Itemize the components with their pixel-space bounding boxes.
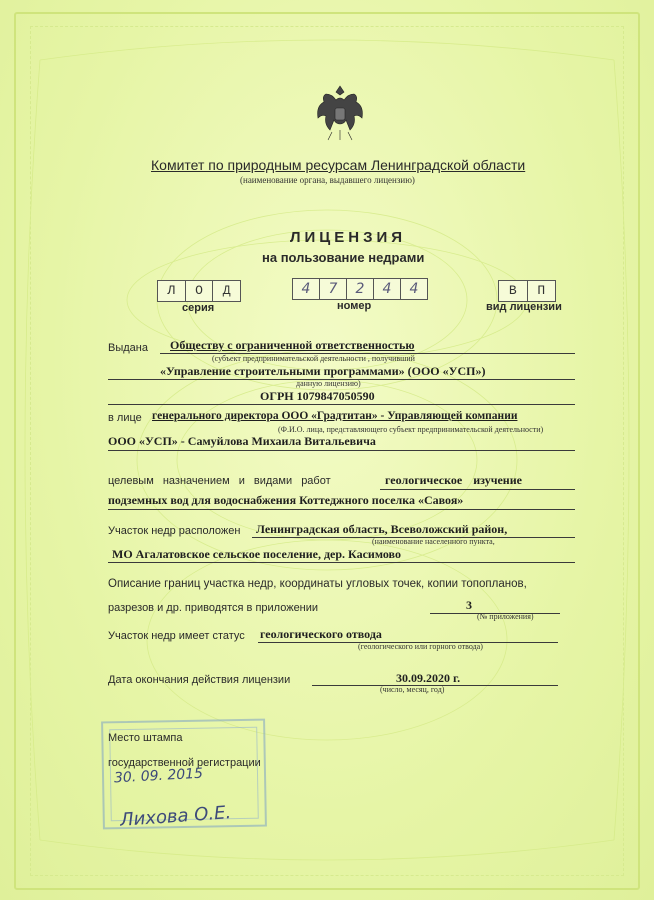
location-caption: (наименование населенного пункта, [372, 537, 495, 546]
purpose-line-1: геологическое изучение [385, 473, 522, 487]
location-underline-2 [108, 561, 575, 563]
person-caption: (Ф.И.О. лица, представляющего субъект предпринимательской деятельности) [278, 425, 544, 434]
series-letter: Д [222, 283, 231, 298]
expiry-value: 30.09.2020 г. [396, 671, 461, 685]
series-box [157, 280, 241, 302]
license-type-label: вид лицензии [486, 301, 562, 313]
issuing-authority-caption: (наименование органа, выдавшего лицензию) [240, 175, 415, 185]
number-digit: 4 [409, 281, 419, 297]
stamp-place-label: Место штампа [108, 732, 183, 744]
appendix-number: 3 [466, 598, 472, 612]
stamp-registration-label: государственной регистрации [108, 757, 261, 769]
license-subtitle: на пользование недрами [262, 250, 425, 265]
expiry-caption: (число, месяц, год) [380, 685, 445, 694]
issued-caption-1: (субъект предпринимательской деятельности , получивший [212, 354, 415, 363]
license-type-box [498, 280, 556, 302]
issued-org-line-2: «Управление строительными программами» (ООО «УСП») [160, 364, 486, 378]
stamp-date: 30. 09. 2015 [113, 765, 204, 787]
number-label: номер [337, 300, 372, 312]
handwritten-signature: Лихова О.Е. [119, 802, 232, 831]
purpose-underline-2 [108, 508, 575, 510]
ogrn-value: ОГРН 1079847050590 [260, 389, 375, 403]
series-letter: О [186, 281, 214, 301]
appendix-caption: (№ приложения) [477, 612, 534, 621]
purpose-label: целевым назначением и видами работ [108, 475, 331, 487]
series-label: серия [182, 302, 215, 314]
person-line-1: генерального директора ООО «Градтитан» - Управляющей компании [152, 410, 518, 422]
status-caption: (геологического или горного отвода) [358, 642, 483, 651]
license-title: ЛИЦЕНЗИЯ [290, 229, 407, 246]
status-label: Участок недр имеет статус [108, 630, 245, 642]
location-line-2: МО Агалатовское сельское поселение, дер. Касимово [112, 547, 401, 561]
issued-caption-2: данную лицензию) [296, 379, 361, 388]
boundaries-text-1: Описание границ участка недр, координаты угловых точек, копии топопланов, [108, 578, 527, 590]
number-digit: 2 [347, 279, 374, 299]
type-letter: В [499, 281, 528, 301]
purpose-line-2: подземных вод для водоснабжения Коттеджного поселка «Савоя» [108, 493, 464, 507]
number-digit: 4 [374, 279, 401, 299]
number-digit: 7 [320, 279, 347, 299]
expiry-label: Дата окончания действия лицензии [108, 674, 291, 686]
series-letter: Л [158, 281, 186, 301]
number-box [292, 278, 428, 300]
person-label: в лице [108, 412, 142, 424]
number-digit: 4 [293, 279, 320, 299]
person-line-2: ООО «УСП» - Самуйлова Михаила Витальевича [108, 434, 376, 448]
purpose-underline-1 [380, 488, 575, 490]
boundaries-text-2: разрезов и др. приводятся в приложении [108, 602, 319, 614]
issued-org-line-1: Обществу с ограниченной ответственностью [170, 338, 415, 352]
person-line [108, 449, 575, 451]
coat-of-arms-emblem [312, 82, 368, 142]
status-value: геологического отвода [260, 627, 382, 641]
type-letter: П [537, 283, 546, 298]
issued-label: Выдана [108, 342, 148, 354]
location-label: Участок недр расположен [108, 525, 241, 537]
ogrn-line [108, 403, 575, 405]
issuing-authority: Комитет по природным ресурсам Ленинградской области [151, 157, 526, 173]
location-line-1: Ленинградская область, Всеволожский район, [256, 522, 508, 536]
